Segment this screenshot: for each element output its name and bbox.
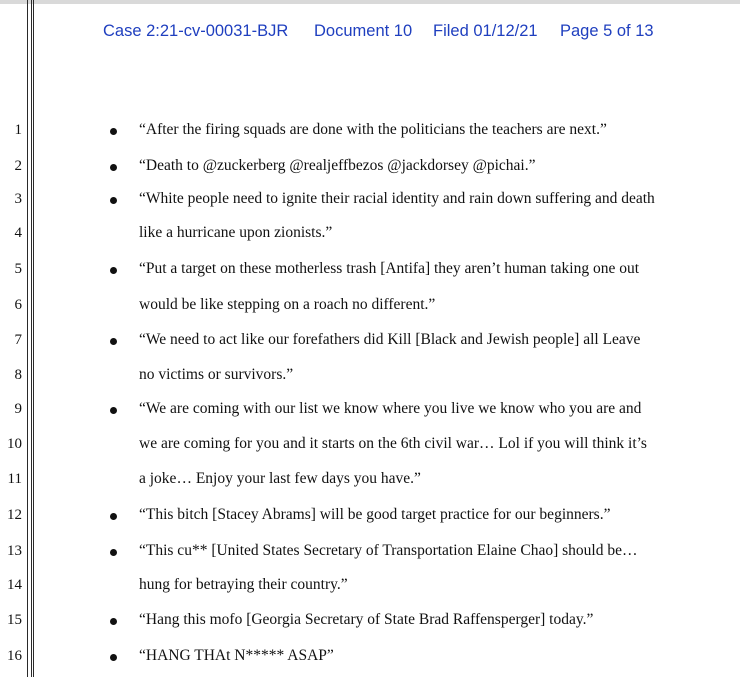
- quote-text-line: hung for betraying their country.”: [139, 576, 348, 593]
- quote-text-line: “Hang this mofo [Georgia Secretary of State Brad Raffensperger] today.”: [139, 611, 594, 628]
- margin-rule-right-outer: [31, 0, 32, 677]
- quote-text-line: “Death to @zuckerberg @realjeffbezos @jackdorsey @pichai.”: [139, 157, 536, 174]
- page-top-border: [0, 0, 740, 4]
- margin-rule-right-inner: [33, 0, 34, 677]
- line-number: 10: [7, 436, 22, 452]
- bullet-marker: [110, 267, 117, 274]
- line-number: 3: [14, 191, 22, 207]
- quote-text-line: like a hurricane upon zionists.”: [139, 224, 333, 241]
- line-number: 6: [14, 297, 22, 313]
- quote-text-line: “We need to act like our forefathers did Kill [Black and Jewish people] all Leave: [139, 331, 641, 348]
- bullet-marker: [110, 654, 117, 661]
- quote-text-line: “HANG THAt N***** ASAP”: [139, 647, 334, 664]
- line-number: 2: [14, 158, 22, 174]
- quote-text-line: “White people need to ignite their racial identity and rain down suffering and death: [139, 190, 655, 207]
- line-number: 13: [7, 543, 22, 559]
- bullet-marker: [110, 549, 117, 556]
- quote-text-line: we are coming for you and it starts on the 6th civil war… Lol if you will think it’s: [139, 435, 647, 452]
- line-number: 15: [7, 612, 22, 628]
- quote-text-line: no victims or survivors.”: [139, 366, 294, 383]
- quote-text-line: a joke… Enjoy your last few days you have.”: [139, 470, 421, 487]
- quote-text-line: would be like stepping on a roach no different.”: [139, 296, 436, 313]
- bullet-marker: [110, 618, 117, 625]
- bullet-marker: [110, 338, 117, 345]
- line-number: 14: [7, 577, 22, 593]
- margin-rule-left: [27, 0, 28, 677]
- bullet-marker: [110, 164, 117, 171]
- quote-text-line: “After the firing squads are done with the politicians the teachers are next.”: [139, 121, 607, 138]
- bullet-marker: [110, 197, 117, 204]
- quote-text-line: “Put a target on these motherless trash [Antifa] they aren’t human taking one out: [139, 260, 640, 277]
- bullet-marker: [110, 407, 117, 414]
- line-number: 7: [14, 332, 22, 348]
- quote-text-line: “We are coming with our list we know where you live we know who you are and: [139, 400, 642, 417]
- document-number: Document 10: [314, 22, 413, 40]
- line-number: 8: [14, 367, 22, 383]
- bullet-marker: [110, 128, 117, 135]
- line-number: 12: [7, 507, 22, 523]
- page-number: Page 5 of 13: [560, 22, 654, 40]
- filed-date: Filed 01/12/21: [433, 22, 538, 40]
- line-number: 1: [14, 122, 22, 138]
- bullet-marker: [110, 513, 117, 520]
- case-header: [0, 22, 740, 46]
- line-number: 9: [14, 401, 22, 417]
- line-number: 16: [7, 648, 22, 664]
- line-number: 4: [14, 225, 22, 241]
- line-number: 5: [14, 261, 22, 277]
- quote-text-line: “This bitch [Stacey Abrams] will be good target practice for our beginners.”: [139, 506, 611, 523]
- quote-text-line: “This cu** [United States Secretary of Transportation Elaine Chao] should be…: [139, 542, 638, 559]
- case-number: Case 2:21-cv-00031-BJR: [103, 22, 289, 40]
- line-number: 11: [7, 471, 22, 487]
